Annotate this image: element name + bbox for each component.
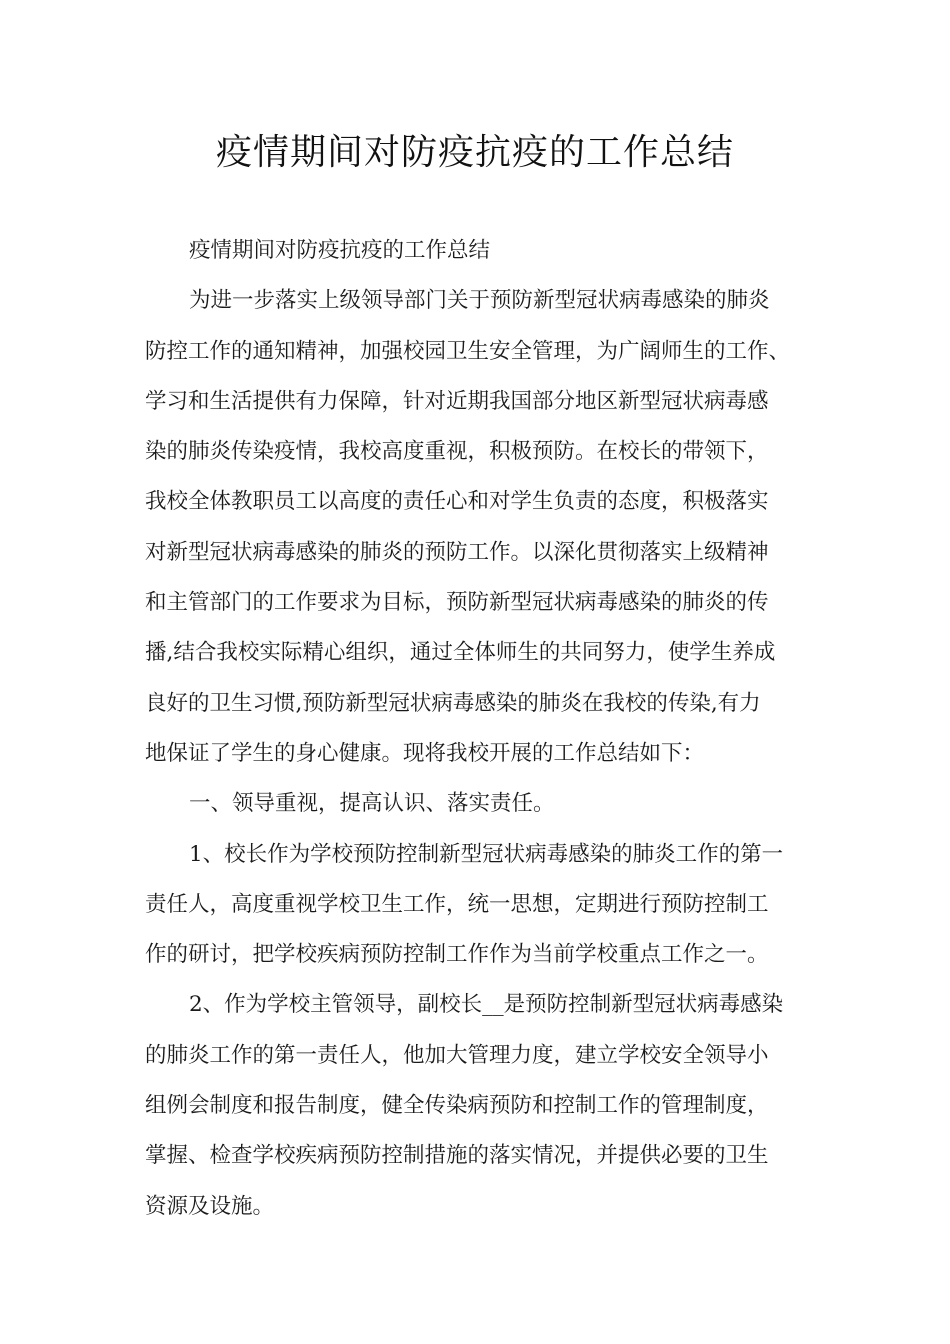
paragraph-line: 地保证了学生的身心健康。现将我校开展的工作总结如下： (145, 740, 705, 766)
paragraph-line: 和主管部门的工作要求为目标，预防新型冠状病毒感染的肺炎的传 (145, 590, 769, 616)
paragraph-line: 的肺炎工作的第一责任人，他加大管理力度，建立学校安全领导小 (145, 1042, 769, 1068)
paragraph-line: 2、作为学校主管领导，副校长__是预防控制新型冠状病毒感染 (189, 992, 784, 1018)
paragraph-line: 为进一步落实上级领导部门关于预防新型冠状病毒感染的肺炎 (189, 288, 770, 314)
paragraph-line: 组例会制度和报告制度，健全传染病预防和控制工作的管理制度， (145, 1093, 769, 1119)
paragraph-line: 资源及设施。 (145, 1193, 275, 1219)
paragraph-line: 责任人，高度重视学校卫生工作，统一思想，定期进行预防控制工 (145, 891, 769, 917)
document-body (145, 226, 825, 1232)
paragraph-line: 1、校长作为学校预防控制新型冠状病毒感染的肺炎工作的第一 (189, 841, 784, 867)
paragraph-line: 我校全体教职员工以高度的责任心和对学生负责的态度，积极落实 (145, 489, 769, 515)
paragraph-line: 对新型冠状病毒感染的肺炎的预防工作。以深化贯彻落实上级精神 (145, 539, 769, 565)
paragraph-line: 作的研讨，把学校疾病预防控制工作作为当前学校重点工作之一。 (145, 942, 769, 968)
paragraph-line: 播,结合我校实际精心组织，通过全体师生的共同努力，使学生养成 (145, 640, 776, 666)
paragraph-line: 防控工作的通知精神，加强校园卫生安全管理，为广阔师生的工作、 (145, 338, 791, 364)
paragraph-line: 良好的卫生习惯,预防新型冠状病毒感染的肺炎在我校的传染,有力 (145, 690, 761, 716)
section-heading: 一、领导重视，提高认识、落实责任。 (189, 791, 555, 817)
paragraph-line: 掌握、检查学校疾病预防控制措施的落实情况，并提供必要的卫生 (145, 1143, 769, 1169)
subtitle-line: 疫情期间对防疫抗疫的工作总结 (189, 238, 491, 263)
document-title: 疫情期间对防疫抗疫的工作总结 (215, 132, 734, 173)
paragraph-line: 染的肺炎传染疫情，我校高度重视，积极预防。在校长的带领下， (145, 439, 769, 465)
paragraph-line: 学习和生活提供有力保障，针对近期我国部分地区新型冠状病毒感 (145, 388, 769, 414)
